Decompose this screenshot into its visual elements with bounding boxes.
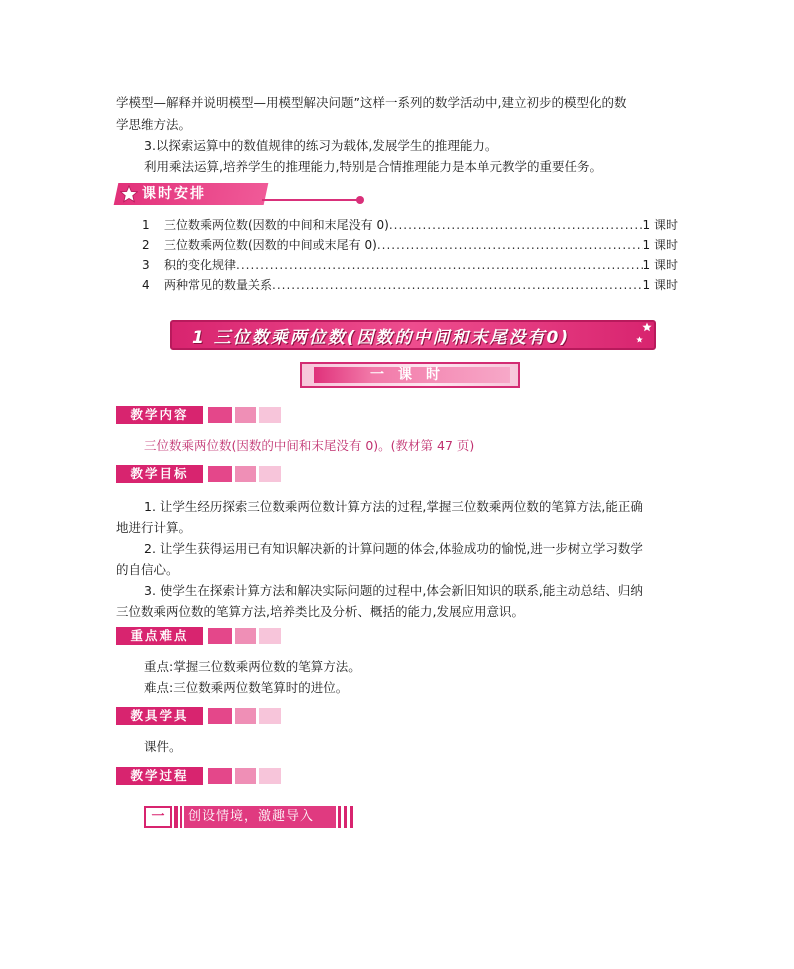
tag-square [208,466,232,482]
tag-square [235,466,256,482]
intro-line-1: 学模型—解释并说明模型—用模型解决问题”这样一系列的数学活动中,建立初步的模型化的数 [116,95,627,110]
schedule-item-title: 三位数乘两位数(因数的中间或末尾有 0) [164,238,377,252]
step-divider [174,806,178,828]
star-icon [120,185,138,203]
section-banner [170,320,656,350]
tag-square [259,708,281,724]
tag-square [235,768,256,784]
tag-square [259,466,281,482]
teaching-content-text: 三位数乘两位数(因数的中间和末尾没有 0)。(教材第 47 页) [144,438,475,453]
teaching-tools-text: 课件。 [144,739,182,754]
tag-square [235,708,256,724]
schedule-item [142,275,678,295]
goal-2-line-2: 的自信心。 [116,562,179,577]
step-divider [180,806,182,828]
goal-2-line-1: 2. 让学生获得运用已有知识解决新的计算问题的体会,体验成功的愉悦,进一步树立学习数学 [144,541,643,556]
tag-square [259,768,281,784]
schedule-item [142,215,678,235]
goal-1-line-1: 1. 让学生经历探索三位数乘两位数计算方法的过程,掌握三位数乘两位数的笔算方法,能正确 [144,499,643,514]
leader-dots [236,255,643,275]
tag-square [208,628,232,644]
goal-3-line-2: 三位数乘两位数的笔算方法,培养类比及分析、概括的能力,发展应用意识。 [116,604,524,619]
tag-label: 教具学具 [116,707,203,725]
tag-square [208,407,232,423]
step-end-bar [344,806,347,828]
goal-3-line-1: 3. 使学生在探索计算方法和解决实际问题的过程中,体会新旧知识的联系,能主动总结、归纳 [144,583,643,598]
lesson-count-box [300,362,520,388]
schedule-item-hours: 1 课时 [642,238,678,252]
difficulty-text: 难点:三位数乘两位数笔算时的进位。 [144,680,349,695]
lesson-count-bar [314,367,510,383]
schedule-divider [262,199,360,201]
step-end-bar [350,806,353,828]
schedule-item-title: 三位数乘两位数(因数的中间和末尾没有 0) [164,218,389,232]
step-heading [144,806,356,826]
schedule-item [142,235,678,255]
leader-dots [389,215,643,235]
schedule-item-num: 4 [142,278,150,292]
tag-square [259,628,281,644]
schedule-divider-dot [356,196,364,204]
tag-label: 教学内容 [116,406,203,424]
leader-dots [272,275,643,295]
tag-square [208,768,232,784]
star-icon [642,322,652,332]
leader-dots [377,235,643,255]
step-end-bar [338,806,341,828]
tag-label: 重点难点 [116,627,203,645]
star-icon [636,336,643,343]
intro-line-4: 利用乘法运算,培养学生的推理能力,特别是合情推理能力是本单元教学的重要任务。 [144,159,602,174]
step-label: 创设情境，激趣导入 [184,806,336,828]
schedule-item [142,255,678,275]
schedule-title: 课时安排 [142,186,206,202]
section-banner-title: 1 三位数乘两位数(因数的中间和末尾没有0) [192,328,571,348]
schedule-item-num: 2 [142,238,150,252]
intro-line-3: 3.以探索运算中的数值规律的练习为载体,发展学生的推理能力。 [144,138,498,153]
schedule-item-hours: 1 课时 [642,258,678,272]
tag-label: 教学过程 [116,767,203,785]
goal-1-line-2: 地进行计算。 [116,520,192,535]
schedule-item-hours: 1 课时 [642,278,678,292]
schedule-item-num: 3 [142,258,150,272]
intro-line-2: 学思维方法。 [116,117,192,132]
schedule-item-num: 1 [142,218,150,232]
schedule-item-title: 积的变化规律 [164,258,237,272]
key-point-text: 重点:掌握三位数乘两位数的笔算方法。 [144,659,361,674]
tag-square [235,407,256,423]
schedule-item-hours: 1 课时 [642,218,678,232]
step-number: 一 [144,806,172,828]
tag-square [259,407,281,423]
tag-label: 教学目标 [116,465,203,483]
lesson-count-label: 一课时 [370,367,454,383]
tag-square [208,708,232,724]
schedule-item-title: 两种常见的数量关系 [164,278,273,292]
tag-square [235,628,256,644]
